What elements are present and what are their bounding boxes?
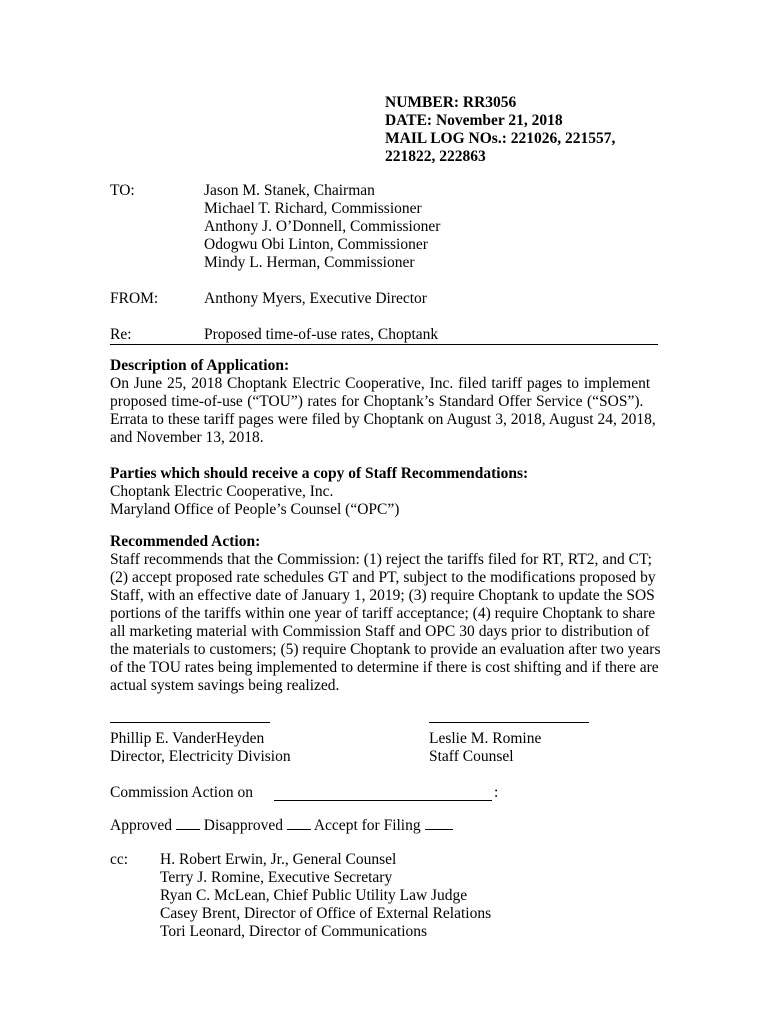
disapproved-blank[interactable] (287, 817, 311, 830)
cc-item: H. Robert Erwin, Jr., General Counsel (160, 851, 397, 868)
from-label: FROM: (110, 290, 159, 307)
accept-for-filing-label: Accept for Filing (313, 817, 421, 834)
recommended-line: all marketing material with Commission Staff and OPC 30 days prior to distribution of (110, 623, 650, 640)
from-value: Anthony Myers, Executive Director (204, 290, 427, 307)
commission-action-label: Commission Action on (110, 784, 253, 801)
recipient: Anthony J. O’Donnell, Commissioner (204, 218, 441, 235)
signer-name: Phillip E. VanderHeyden (110, 730, 265, 747)
to-label: TO: (110, 182, 135, 199)
recommended-heading: Recommended Action: (110, 533, 261, 550)
accept-for-filing-blank[interactable] (425, 817, 453, 830)
commission-action-colon: : (494, 784, 499, 801)
signature-right (429, 730, 541, 766)
disapproved-label: Disapproved (203, 817, 283, 834)
signature-line-left (110, 722, 270, 723)
recipient: Michael T. Richard, Commissioner (204, 200, 422, 217)
memo-header (385, 94, 615, 166)
description-heading: Description of Application: (110, 357, 290, 374)
memo-date: DATE: November 21, 2018 (385, 112, 563, 129)
parties-heading: Parties which should receive a copy of Staff Recommendations: (110, 465, 529, 482)
approval-options (110, 817, 453, 835)
signer-name: Leslie M. Romine (429, 730, 542, 747)
recommended-line: (2) accept proposed rate schedules GT and PT, subject to the modifications proposed by (110, 569, 656, 586)
recommended-line: Staff, with an effective date of January 1, 2019; (3) require Choptank to update the SOS (110, 587, 655, 604)
parties-section (110, 465, 658, 519)
approved-label: Approved (110, 817, 172, 834)
description-line: Errata to these tariff pages were filed by Choptank on August 3, 2018, August 24, 2018, (110, 411, 656, 428)
party-item: Choptank Electric Cooperative, Inc. (110, 483, 334, 500)
cc-label: cc: (110, 851, 129, 868)
signer-title: Staff Counsel (429, 748, 514, 765)
re-value: Proposed time-of-use rates, Choptank (204, 326, 439, 343)
recipient: Mindy L. Herman, Commissioner (204, 254, 415, 271)
cc-list (160, 851, 491, 941)
description-line: On June 25, 2018 Choptank Electric Cooperative, Inc. filed tariff pages to implement (110, 375, 651, 392)
to-recipients (204, 182, 440, 272)
signature-left (110, 730, 291, 766)
recipient: Odogwu Obi Linton, Commissioner (204, 236, 428, 253)
header-divider (110, 344, 658, 345)
recipient: Jason M. Stanek, Chairman (204, 182, 375, 199)
party-item: Maryland Office of People’s Counsel (“OPC”) (110, 501, 400, 518)
approved-blank[interactable] (176, 817, 200, 830)
mail-log-line-1: MAIL LOG NOs.: 221026, 221557, (385, 130, 616, 147)
memo-number: NUMBER: RR3056 (385, 94, 517, 111)
cc-item: Tori Leonard, Director of Communications (160, 923, 428, 940)
re-label: Re: (110, 326, 132, 343)
recommended-line: portions of the tariffs within one year of tariff acceptance; (4) require Choptank to share (110, 605, 656, 622)
description-section (110, 357, 658, 447)
commission-action (110, 784, 499, 802)
recommended-line: of the TOU rates being implemented to determine if there is cost shifting and if there are (110, 659, 659, 676)
recommended-line: the materials to customers; (5) require Choptank to provide an evaluation after two years (110, 641, 661, 658)
cc-item: Ryan C. McLean, Chief Public Utility Law Judge (160, 887, 468, 904)
recommended-section (110, 533, 661, 695)
recommended-line: actual system savings being realized. (110, 677, 340, 694)
commission-action-date-blank[interactable] (274, 800, 492, 801)
description-line: proposed time-of-use (“TOU”) rates for Choptank’s Standard Offer Service (“SOS”). (110, 393, 644, 410)
description-line: and November 13, 2018. (110, 429, 264, 446)
signer-title: Director, Electricity Division (110, 748, 291, 765)
cc-item: Casey Brent, Director of Office of External Relations (160, 905, 492, 922)
cc-item: Terry J. Romine, Executive Secretary (160, 869, 393, 886)
recommended-line: Staff recommends that the Commission: (1) reject the tariffs filed for RT, RT2, and CT; (110, 551, 652, 568)
mail-log-line-2: 221822, 222863 (385, 148, 486, 165)
signature-line-right (429, 722, 589, 723)
